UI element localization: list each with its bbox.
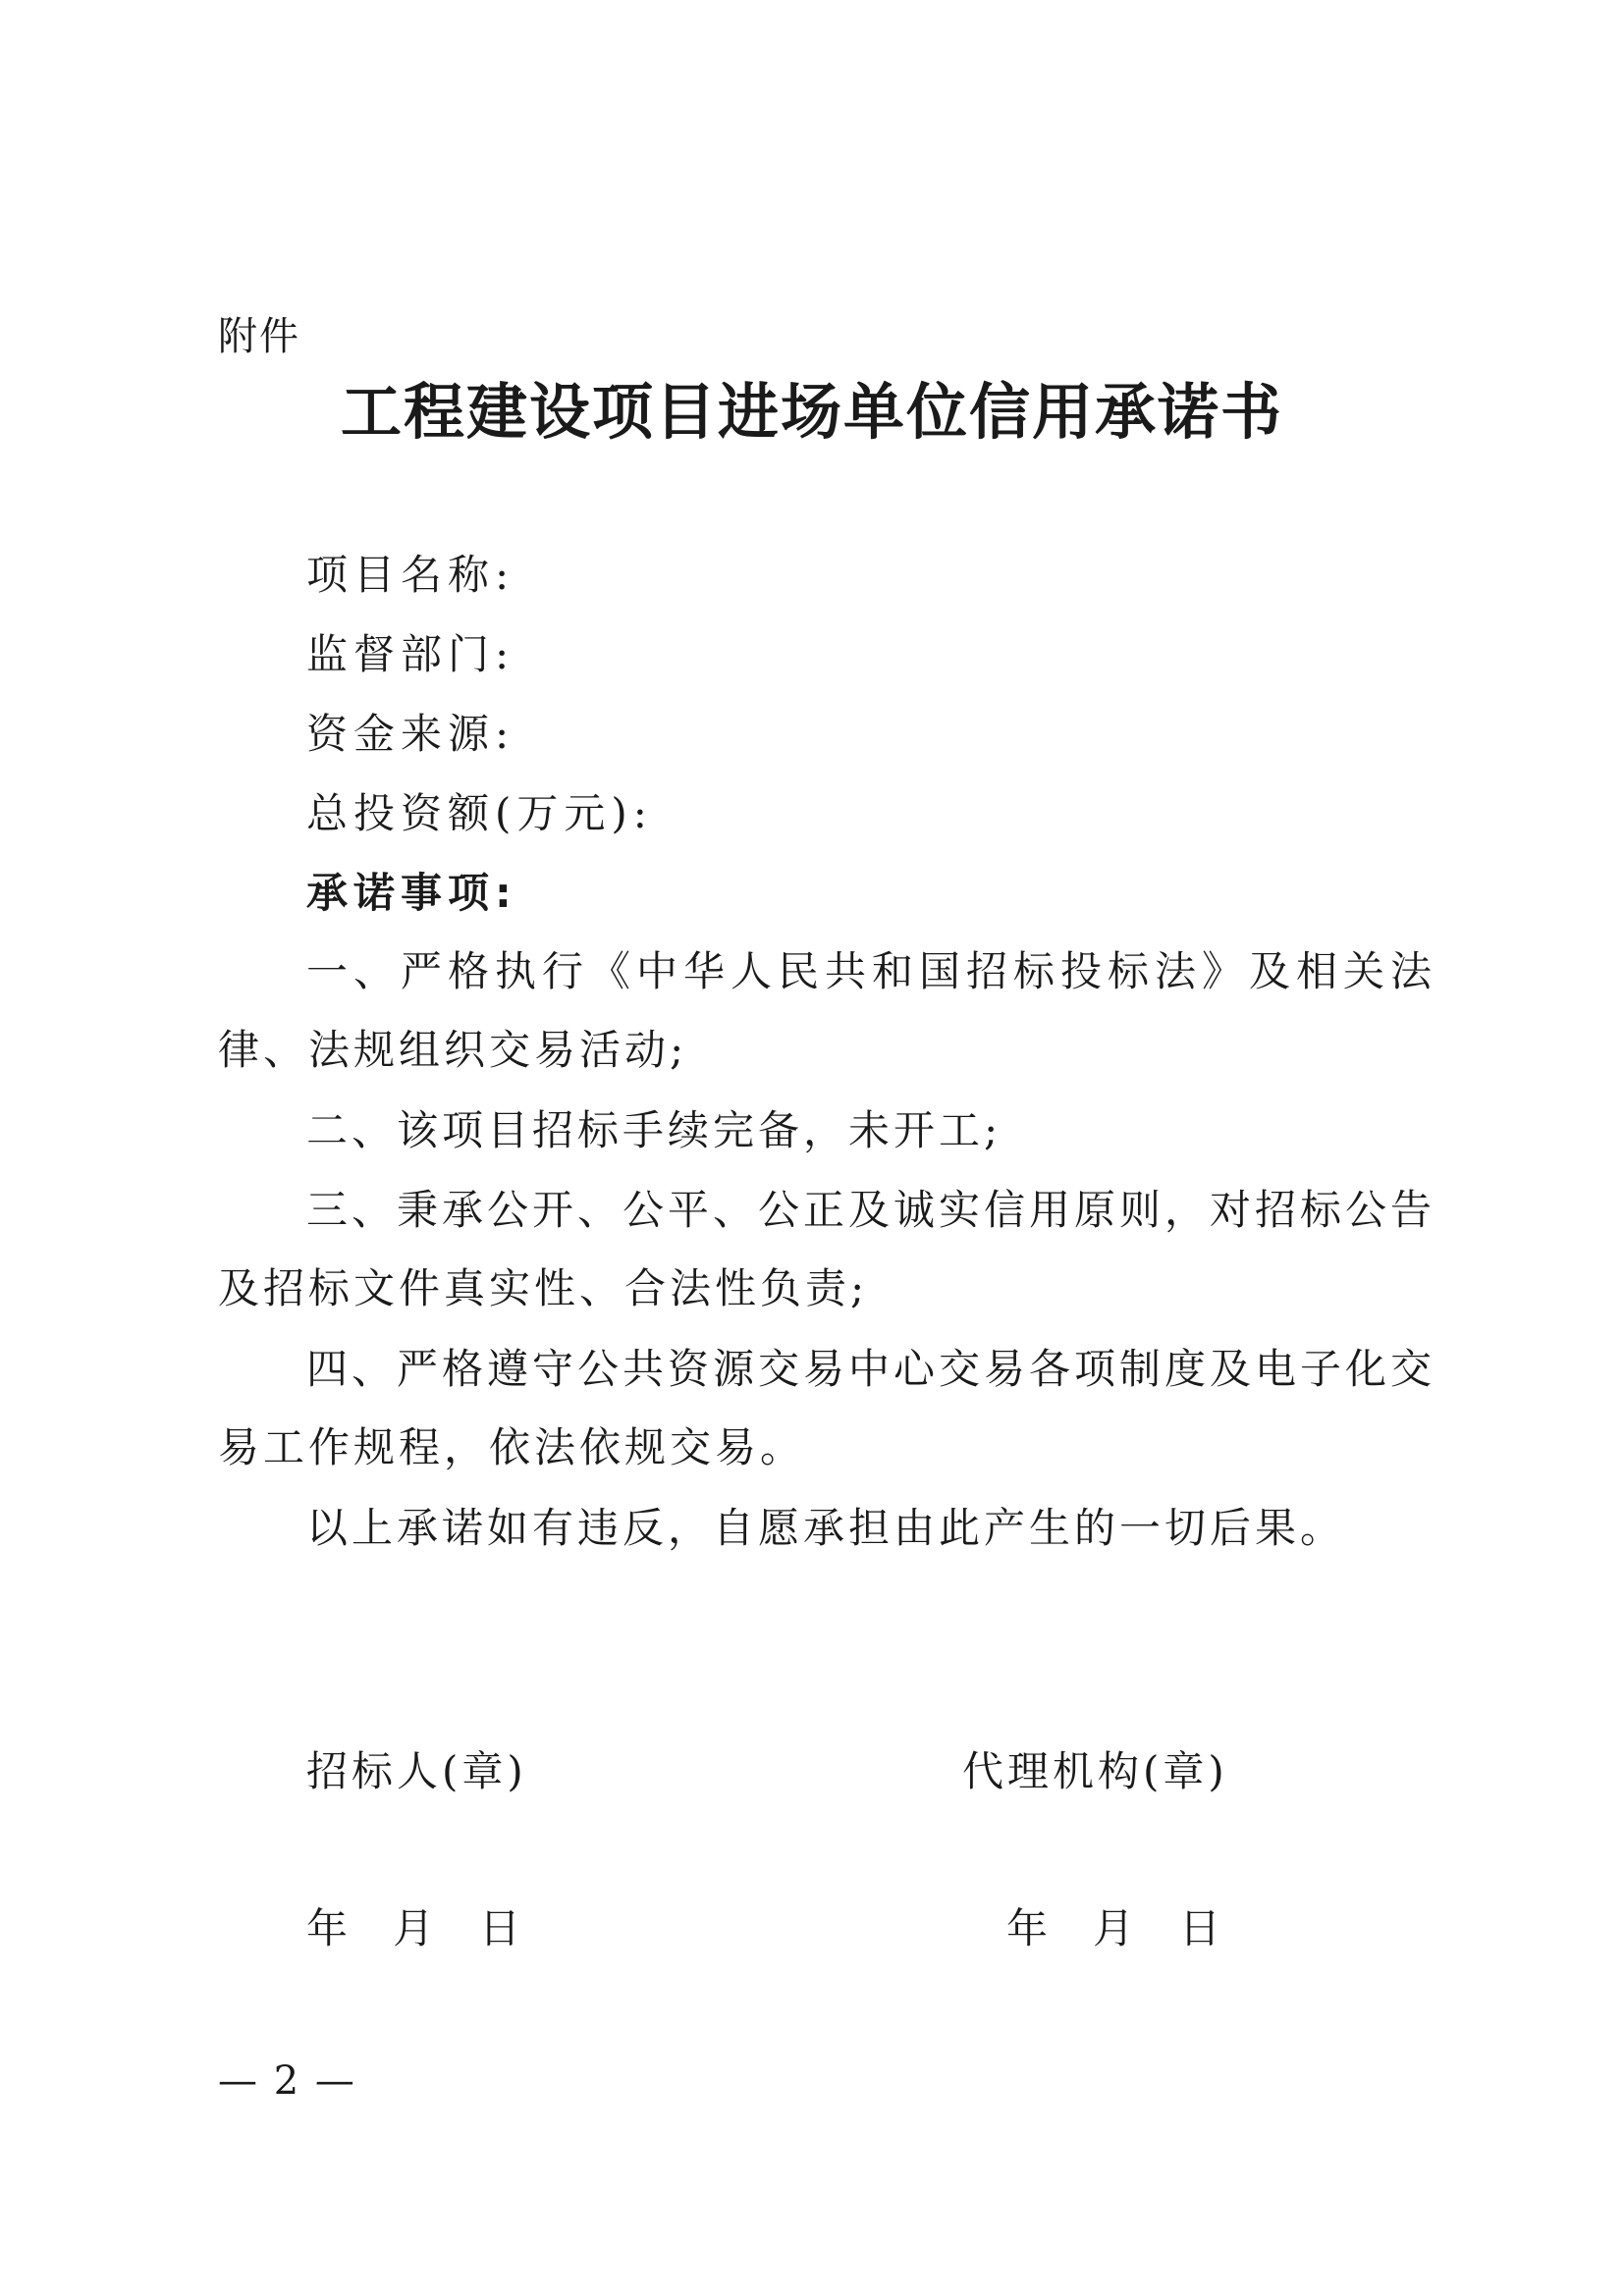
commitment-item-2: 二、该项目招标手续完备，未开工; (306, 1106, 1002, 1154)
commitment-closing: 以上承诺如有违反，自愿承担由此产生的一切后果。 (306, 1504, 1346, 1552)
tenderer-seal-label: 招标人(章) (306, 1747, 527, 1795)
tenderer-date (306, 1899, 520, 1958)
field-total-investment: 总投资额(万元): (306, 789, 653, 837)
agency-date (1006, 1899, 1220, 1958)
commitments-heading: 承诺事项: (306, 869, 517, 917)
field-supervision-department: 监督部门: (306, 630, 515, 678)
date-month: 月 (393, 1904, 435, 1952)
field-fund-source: 资金来源: (306, 710, 515, 758)
date-day: 日 (1179, 1904, 1221, 1952)
page-number: — 2 — (218, 2058, 356, 2104)
commitment-item-1: 一、严格执行《中华人民共和国招标投标法》及相关法律、法规组织交易活动; (218, 947, 1435, 1074)
commitment-item-4: 四、严格遵守公共资源交易中心交易各项制度及电子化交易工作规程，依法依规交易。 (218, 1345, 1436, 1471)
commitment-item-3: 三、秉承公开、公平、公正及诚实信用原则，对招标公告及招标文件真实性、合法性负责; (218, 1186, 1436, 1312)
field-project-name: 项目名称: (306, 551, 515, 599)
document-title: 工程建设项目进场单位信用承诺书 (340, 376, 1283, 448)
date-day: 日 (479, 1904, 521, 1952)
date-year: 年 (1006, 1904, 1049, 1952)
date-month: 月 (1093, 1904, 1135, 1952)
date-year: 年 (306, 1904, 349, 1952)
attachment-label: 附件 (218, 314, 300, 359)
agency-seal-label: 代理机构(章) (962, 1747, 1228, 1795)
